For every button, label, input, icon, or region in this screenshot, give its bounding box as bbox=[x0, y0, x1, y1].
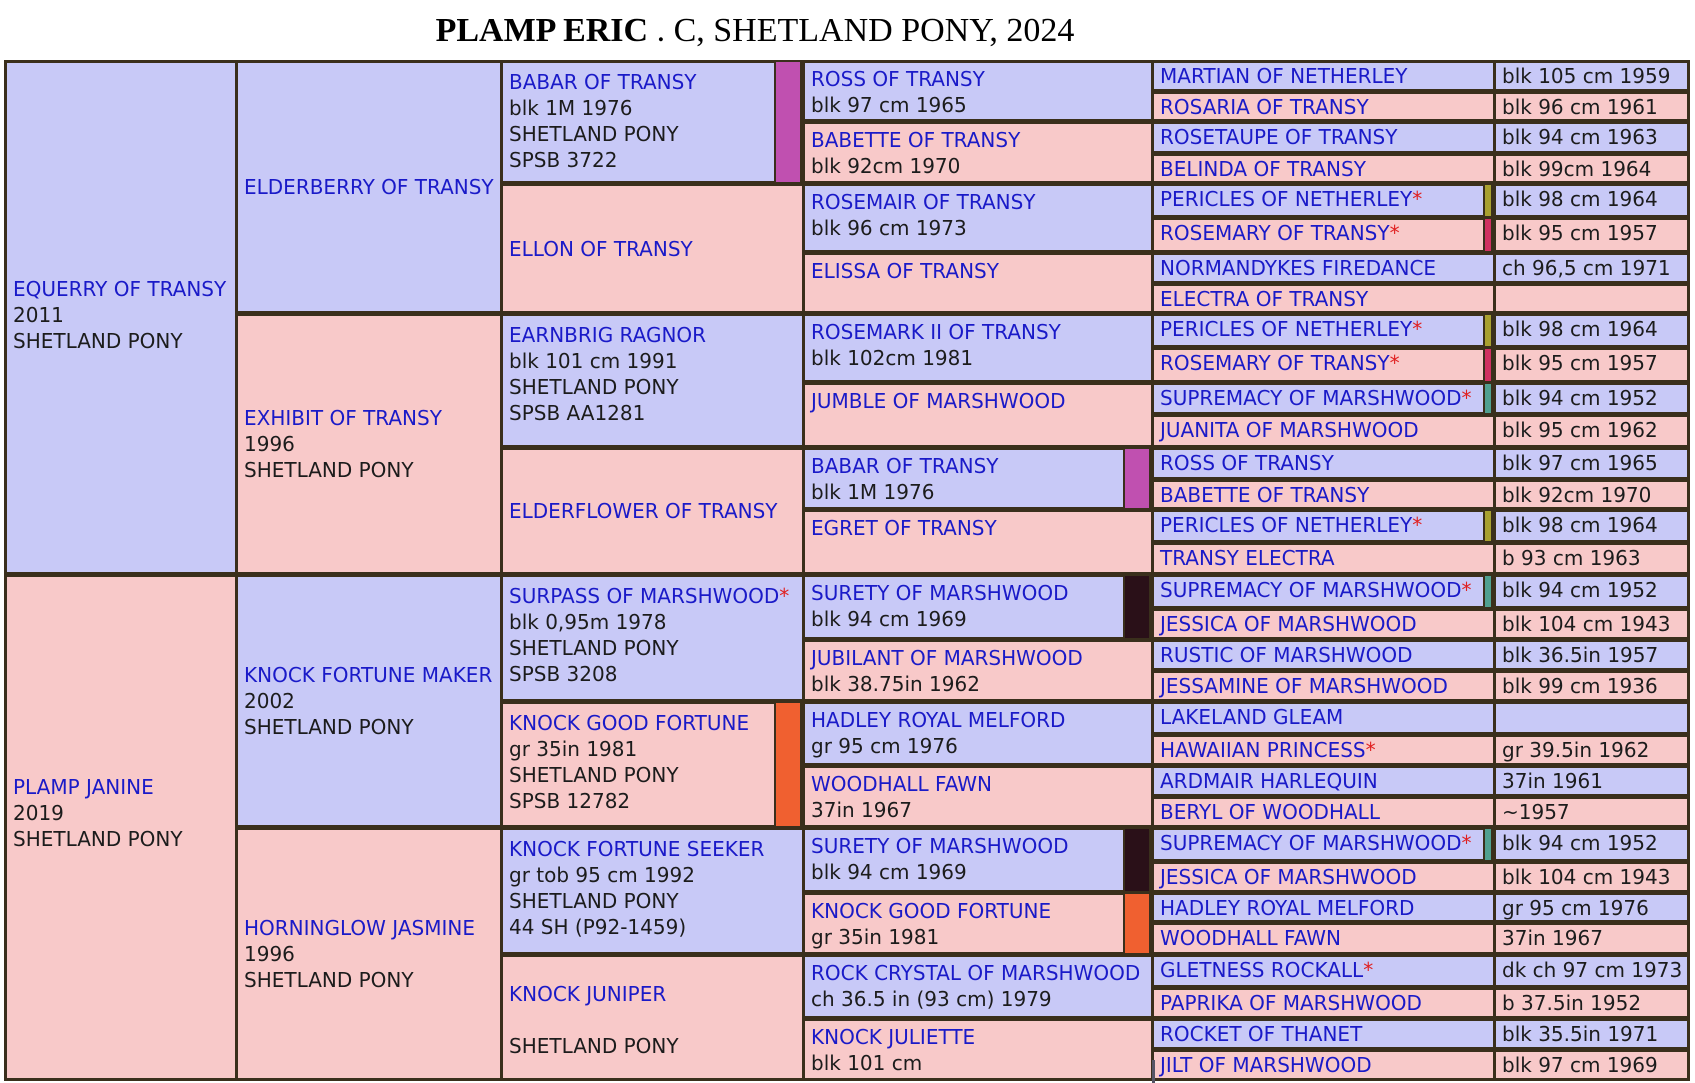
horse-name: ROCK CRYSTAL OF MARSHWOOD bbox=[811, 961, 1141, 985]
horse-name: RUSTIC OF MARSHWOOD bbox=[1160, 643, 1413, 667]
horse-name: BABETTE OF TRANSY bbox=[1160, 483, 1370, 507]
star-marker: * bbox=[1389, 221, 1400, 245]
horse-name: JUMBLE OF MARSHWOOD bbox=[811, 389, 1066, 413]
gen4-ancestor[interactable] bbox=[802, 509, 1154, 575]
gen5-ancestor[interactable] bbox=[1151, 608, 1496, 640]
color-bar bbox=[1483, 574, 1493, 609]
gen5-detail[interactable] bbox=[1493, 217, 1690, 253]
horse-detail: blk 95 cm 1957 bbox=[1502, 221, 1658, 245]
gen4-ancestor[interactable] bbox=[802, 252, 1154, 314]
color-bar bbox=[1123, 827, 1151, 893]
star-marker: * bbox=[1461, 831, 1472, 855]
horse-name: PERICLES OF NETHERLEY* bbox=[1160, 317, 1423, 341]
horse-detail: blk 99cm 1964 bbox=[1502, 157, 1652, 181]
color-bar bbox=[1483, 827, 1493, 862]
gen4-ancestor[interactable] bbox=[802, 183, 1154, 253]
horse-name: PERICLES OF NETHERLEY* bbox=[1160, 187, 1423, 211]
gen5-detail[interactable] bbox=[1493, 734, 1690, 766]
horse-name: ELECTRA OF TRANSY bbox=[1160, 287, 1369, 311]
horse-name: PAPRIKA OF MARSHWOOD bbox=[1160, 991, 1422, 1015]
gen4-ancestor[interactable] bbox=[802, 574, 1126, 640]
gen5-ancestor[interactable] bbox=[1151, 639, 1496, 671]
horse-name: JESSAMINE OF MARSHWOOD bbox=[1160, 674, 1448, 698]
horse-detail: 37in 1961 bbox=[1502, 769, 1603, 793]
horse-name: ROSS OF TRANSY bbox=[1160, 451, 1334, 475]
horse-name: BELINDA OF TRANSY bbox=[1160, 157, 1366, 181]
horse-detail: SHETLAND PONY bbox=[13, 827, 183, 851]
gen5-detail[interactable] bbox=[1493, 1018, 1690, 1050]
horse-detail: blk 105 cm 1959 bbox=[1502, 64, 1671, 88]
horse-name: SUPREMACY OF MARSHWOOD* bbox=[1160, 578, 1472, 602]
gen4-ancestor[interactable] bbox=[802, 447, 1126, 510]
horse-name: BABAR OF TRANSY bbox=[811, 454, 999, 478]
gen5-ancestor[interactable] bbox=[1151, 447, 1496, 480]
color-bar bbox=[1123, 447, 1151, 510]
page-title bbox=[0, 12, 1510, 50]
horse-name: KNOCK JULIETTE bbox=[811, 1025, 976, 1049]
horse-name: JESSICA OF MARSHWOOD bbox=[1160, 865, 1417, 889]
horse-detail: blk 92cm 1970 bbox=[811, 154, 961, 178]
gen5-ancestor[interactable] bbox=[1151, 91, 1496, 122]
horse-name: JILT OF MARSHWOOD bbox=[1160, 1053, 1372, 1077]
gen5-ancestor[interactable] bbox=[1151, 796, 1496, 828]
horse-detail: blk 97 cm 1965 bbox=[1502, 451, 1658, 475]
horse-detail: blk 99 cm 1936 bbox=[1502, 674, 1658, 698]
star-marker: * bbox=[1461, 578, 1472, 602]
horse-detail: SHETLAND PONY bbox=[244, 715, 414, 739]
star-marker: * bbox=[1461, 386, 1472, 410]
horse-detail: SPSB 12782 bbox=[509, 789, 631, 813]
frame-divider bbox=[1152, 1060, 1155, 1083]
horse-name: HAWAIIAN PRINCESS* bbox=[1160, 738, 1376, 762]
horse-name: MARTIAN OF NETHERLEY bbox=[1160, 64, 1408, 88]
horse-detail: blk 94 cm 1969 bbox=[811, 607, 967, 631]
gen4-ancestor[interactable] bbox=[802, 954, 1154, 1019]
horse-detail: blk 94 cm 1963 bbox=[1502, 125, 1658, 149]
gen5-ancestor[interactable] bbox=[1151, 765, 1496, 797]
gen5-ancestor[interactable] bbox=[1151, 153, 1496, 184]
gen5-ancestor[interactable] bbox=[1151, 701, 1496, 735]
gen5-detail[interactable] bbox=[1493, 414, 1690, 448]
gen5-detail[interactable] bbox=[1493, 153, 1690, 184]
horse-name: EXHIBIT OF TRANSY bbox=[244, 406, 442, 430]
gen5-detail[interactable] bbox=[1493, 796, 1690, 828]
gen5-ancestor[interactable] bbox=[1151, 121, 1496, 154]
horse-detail: blk 104 cm 1943 bbox=[1502, 612, 1671, 636]
gen5-ancestor[interactable] bbox=[1151, 670, 1496, 702]
gen2-ancestor[interactable] bbox=[235, 827, 503, 1081]
color-bar bbox=[1483, 183, 1493, 218]
horse-detail: 2011 bbox=[13, 303, 64, 327]
gen4-ancestor[interactable] bbox=[802, 313, 1154, 383]
horse-detail bbox=[1502, 288, 1681, 310]
horse-detail: SPSB AA1281 bbox=[509, 401, 646, 425]
color-bar bbox=[1123, 892, 1151, 955]
horse-name: TRANSY ELECTRA bbox=[1160, 546, 1335, 570]
gen5-ancestor[interactable] bbox=[1151, 252, 1496, 284]
horse-name: KNOCK GOOD FORTUNE bbox=[811, 899, 1052, 923]
gen5-ancestor[interactable] bbox=[1151, 922, 1496, 955]
horse-name: PERICLES OF NETHERLEY* bbox=[1160, 513, 1423, 537]
horse-detail: gr 95 cm 1976 bbox=[811, 734, 958, 758]
horse-detail: blk 94 cm 1952 bbox=[1502, 386, 1658, 410]
horse-detail: 1996 bbox=[244, 942, 295, 966]
star-marker: * bbox=[1412, 513, 1423, 537]
gen5-detail[interactable] bbox=[1493, 670, 1690, 702]
horse-name: ELDERFLOWER OF TRANSY bbox=[509, 499, 778, 523]
horse-detail: blk 96 cm 1973 bbox=[811, 216, 967, 240]
horse-detail: blk 35.5in 1971 bbox=[1502, 1022, 1659, 1046]
horse-detail: ch 96,5 cm 1971 bbox=[1502, 256, 1671, 280]
gen5-detail[interactable] bbox=[1493, 827, 1690, 862]
star-marker: * bbox=[779, 584, 790, 608]
horse-detail: blk 92cm 1970 bbox=[1502, 483, 1652, 507]
title-details: . C, SHETLAND PONY, 2024 bbox=[648, 12, 1075, 49]
horse-name: ROSEMARY OF TRANSY* bbox=[1160, 351, 1400, 375]
gen5-detail[interactable] bbox=[1493, 861, 1690, 893]
horse-detail bbox=[509, 1007, 796, 1033]
gen5-ancestor[interactable] bbox=[1151, 1018, 1496, 1050]
gen3-ancestor[interactable] bbox=[500, 313, 805, 448]
horse-name: ROSARIA OF TRANSY bbox=[1160, 95, 1369, 119]
horse-detail: blk 94 cm 1969 bbox=[811, 860, 967, 884]
horse-detail: 37in 1967 bbox=[1502, 926, 1603, 950]
horse-name: SURPASS OF MARSHWOOD* bbox=[509, 584, 790, 608]
gen4-ancestor[interactable] bbox=[802, 639, 1154, 702]
horse-detail: blk 95 cm 1962 bbox=[1502, 418, 1658, 442]
horse-detail: blk 1M 1976 bbox=[509, 96, 633, 120]
horse-detail: blk 101 cm 1991 bbox=[509, 349, 678, 373]
horse-name: ROSEMAIR OF TRANSY bbox=[811, 190, 1036, 214]
gen5-detail[interactable] bbox=[1493, 60, 1690, 92]
horse-detail: SHETLAND PONY bbox=[509, 122, 679, 146]
horse-detail: dk ch 97 cm 1973 bbox=[1502, 958, 1683, 982]
gen5-ancestor[interactable] bbox=[1151, 954, 1496, 988]
gen3-ancestor[interactable] bbox=[500, 954, 805, 1081]
horse-name: WOODHALL FAWN bbox=[1160, 926, 1342, 950]
horse-name: EGRET OF TRANSY bbox=[811, 516, 997, 540]
horse-name: NORMANDYKES FIREDANCE bbox=[1160, 256, 1437, 280]
gen5-detail[interactable] bbox=[1493, 542, 1690, 575]
color-bar bbox=[1483, 347, 1493, 383]
horse-detail: 2002 bbox=[244, 689, 295, 713]
gen2-ancestor[interactable] bbox=[235, 574, 503, 828]
gen5-detail[interactable] bbox=[1493, 639, 1690, 671]
horse-name: ARDMAIR HARLEQUIN bbox=[1160, 769, 1378, 793]
gen5-ancestor[interactable] bbox=[1151, 183, 1486, 218]
horse-detail: blk 98 cm 1964 bbox=[1502, 317, 1658, 341]
horse-name: GLETNESS ROCKALL* bbox=[1160, 958, 1374, 982]
horse-name: KNOCK FORTUNE SEEKER bbox=[509, 837, 765, 861]
gen2-ancestor[interactable] bbox=[235, 60, 503, 314]
horse-detail: gr 35in 1981 bbox=[509, 737, 638, 761]
gen4-ancestor[interactable] bbox=[802, 827, 1126, 893]
horse-detail: 44 SH (P92-1459) bbox=[509, 915, 687, 939]
horse-detail: gr 95 cm 1976 bbox=[1502, 896, 1649, 920]
gen4-ancestor[interactable] bbox=[802, 701, 1154, 766]
gen3-ancestor[interactable] bbox=[500, 447, 805, 575]
gen5-ancestor[interactable] bbox=[1151, 60, 1496, 92]
gen4-ancestor[interactable] bbox=[802, 892, 1126, 955]
gen4-ancestor[interactable] bbox=[802, 60, 1154, 122]
title-horse-name: PLAMP ERIC bbox=[435, 12, 649, 49]
gen5-ancestor[interactable] bbox=[1151, 347, 1486, 383]
horse-detail: ~1957 bbox=[1502, 800, 1570, 824]
horse-name: JUBILANT OF MARSHWOOD bbox=[811, 646, 1083, 670]
color-bar bbox=[774, 701, 802, 828]
star-marker: * bbox=[1389, 351, 1400, 375]
horse-name: JESSICA OF MARSHWOOD bbox=[1160, 612, 1417, 636]
gen5-ancestor[interactable] bbox=[1151, 414, 1496, 448]
horse-detail: blk 36.5in 1957 bbox=[1502, 643, 1659, 667]
gen5-detail[interactable] bbox=[1493, 954, 1690, 988]
horse-detail bbox=[1502, 706, 1681, 728]
star-marker: * bbox=[1365, 738, 1376, 762]
star-marker: * bbox=[1412, 187, 1423, 211]
horse-name: ROSEMARY OF TRANSY* bbox=[1160, 221, 1400, 245]
horse-detail: SHETLAND PONY bbox=[509, 889, 679, 913]
horse-name: PLAMP JANINE bbox=[13, 775, 154, 799]
horse-name: LAKELAND GLEAM bbox=[1160, 705, 1344, 729]
gen5-ancestor[interactable] bbox=[1151, 542, 1496, 575]
gen3-ancestor[interactable] bbox=[500, 827, 805, 955]
star-marker: * bbox=[1363, 958, 1374, 982]
horse-detail: SHETLAND PONY bbox=[244, 458, 414, 482]
horse-detail: blk 1M 1976 bbox=[811, 480, 935, 504]
horse-name: ROSETAUPE OF TRANSY bbox=[1160, 125, 1398, 149]
gen3-ancestor[interactable] bbox=[500, 701, 777, 828]
horse-detail: 2019 bbox=[13, 801, 64, 825]
horse-name: ELISSA OF TRANSY bbox=[811, 259, 999, 283]
horse-name: ELDERBERRY OF TRANSY bbox=[244, 175, 494, 199]
horse-name: BABAR OF TRANSY bbox=[509, 70, 697, 94]
horse-name: HORNINGLOW JASMINE bbox=[244, 916, 475, 940]
horse-name: KNOCK GOOD FORTUNE bbox=[509, 711, 750, 735]
horse-detail: blk 97 cm 1965 bbox=[811, 93, 967, 117]
horse-detail: blk 0,95m 1978 bbox=[509, 610, 667, 634]
horse-detail: blk 96 cm 1961 bbox=[1502, 95, 1658, 119]
horse-detail: gr tob 95 cm 1992 bbox=[509, 863, 695, 887]
horse-detail: SPSB 3722 bbox=[509, 148, 618, 172]
gen5-detail[interactable] bbox=[1493, 347, 1690, 383]
gen2-ancestor[interactable] bbox=[235, 313, 503, 575]
horse-detail: blk 94 cm 1952 bbox=[1502, 578, 1658, 602]
horse-detail: gr 35in 1981 bbox=[811, 925, 940, 949]
gen1-dam[interactable] bbox=[4, 574, 238, 1081]
horse-detail: b 93 cm 1963 bbox=[1502, 546, 1641, 570]
horse-detail: 37in 1967 bbox=[811, 798, 912, 822]
gen5-ancestor[interactable] bbox=[1151, 827, 1486, 862]
gen5-detail[interactable] bbox=[1493, 447, 1690, 480]
horse-detail: blk 101 cm bbox=[811, 1051, 923, 1075]
gen4-ancestor[interactable] bbox=[802, 382, 1154, 448]
gen5-ancestor[interactable] bbox=[1151, 987, 1496, 1019]
horse-detail: blk 104 cm 1943 bbox=[1502, 865, 1671, 889]
gen5-detail[interactable] bbox=[1493, 574, 1690, 609]
horse-detail: SHETLAND PONY bbox=[509, 763, 679, 787]
horse-detail: SPSB 3208 bbox=[509, 662, 618, 686]
gen5-detail[interactable] bbox=[1493, 183, 1690, 218]
gen5-ancestor[interactable] bbox=[1151, 217, 1486, 253]
gen5-ancestor[interactable] bbox=[1151, 479, 1496, 510]
gen5-ancestor[interactable] bbox=[1151, 313, 1486, 348]
horse-detail: 1996 bbox=[244, 432, 295, 456]
color-bar bbox=[1483, 509, 1493, 543]
gen5-detail[interactable] bbox=[1493, 313, 1690, 348]
horse-detail: gr 39.5in 1962 bbox=[1502, 738, 1650, 762]
gen5-detail[interactable] bbox=[1493, 608, 1690, 640]
horse-name: BABETTE OF TRANSY bbox=[811, 128, 1021, 152]
star-marker: * bbox=[1412, 317, 1423, 341]
horse-detail: blk 98 cm 1964 bbox=[1502, 513, 1658, 537]
gen5-ancestor[interactable] bbox=[1151, 283, 1496, 314]
gen5-ancestor[interactable] bbox=[1151, 892, 1496, 923]
gen5-detail[interactable] bbox=[1493, 987, 1690, 1019]
horse-name: WOODHALL FAWN bbox=[811, 772, 993, 796]
horse-name: ROSS OF TRANSY bbox=[811, 67, 985, 91]
color-bar bbox=[774, 60, 802, 184]
color-bar bbox=[1483, 313, 1493, 348]
gen5-ancestor[interactable] bbox=[1151, 509, 1486, 543]
horse-name: HADLEY ROYAL MELFORD bbox=[1160, 896, 1415, 920]
horse-name: BERYL OF WOODHALL bbox=[1160, 800, 1380, 824]
gen4-ancestor[interactable] bbox=[802, 121, 1154, 184]
horse-name: SURETY OF MARSHWOOD bbox=[811, 834, 1069, 858]
gen5-ancestor[interactable] bbox=[1151, 861, 1496, 893]
horse-detail: SHETLAND PONY bbox=[244, 968, 414, 992]
gen5-detail[interactable] bbox=[1493, 283, 1690, 314]
gen5-detail[interactable] bbox=[1493, 701, 1690, 735]
gen1-sire[interactable] bbox=[4, 60, 238, 575]
gen5-detail[interactable] bbox=[1493, 892, 1690, 923]
gen3-ancestor[interactable] bbox=[500, 60, 777, 184]
color-bar bbox=[1123, 574, 1151, 640]
gen5-detail[interactable] bbox=[1493, 922, 1690, 955]
gen5-detail[interactable] bbox=[1493, 382, 1690, 415]
gen4-ancestor[interactable] bbox=[802, 765, 1154, 828]
horse-detail: ch 36.5 in (93 cm) 1979 bbox=[811, 987, 1052, 1011]
gen4-ancestor[interactable] bbox=[802, 1018, 1154, 1081]
gen5-detail[interactable] bbox=[1493, 91, 1690, 122]
color-bar bbox=[1483, 382, 1493, 415]
horse-detail: SHETLAND PONY bbox=[509, 1034, 679, 1058]
gen5-detail[interactable] bbox=[1493, 509, 1690, 543]
horse-name: SUPREMACY OF MARSHWOOD* bbox=[1160, 386, 1472, 410]
horse-detail: SHETLAND PONY bbox=[13, 329, 183, 353]
horse-detail: blk 97 cm 1969 bbox=[1502, 1053, 1658, 1077]
horse-name: HADLEY ROYAL MELFORD bbox=[811, 708, 1066, 732]
horse-name: EQUERRY OF TRANSY bbox=[13, 277, 227, 301]
horse-name: SUPREMACY OF MARSHWOOD* bbox=[1160, 831, 1472, 855]
gen5-detail[interactable] bbox=[1493, 121, 1690, 154]
horse-detail: blk 94 cm 1952 bbox=[1502, 831, 1658, 855]
horse-detail: blk 38.75in 1962 bbox=[811, 672, 980, 696]
horse-name: KNOCK JUNIPER bbox=[509, 982, 667, 1006]
gen5-ancestor[interactable] bbox=[1151, 1049, 1496, 1081]
horse-name: SURETY OF MARSHWOOD bbox=[811, 581, 1069, 605]
gen5-ancestor[interactable] bbox=[1151, 734, 1496, 766]
gen3-ancestor[interactable] bbox=[500, 183, 805, 314]
horse-name: JUANITA OF MARSHWOOD bbox=[1160, 418, 1419, 442]
horse-name: ELLON OF TRANSY bbox=[509, 236, 693, 261]
color-bar bbox=[1483, 217, 1493, 253]
gen5-detail[interactable] bbox=[1493, 765, 1690, 797]
horse-detail: blk 102cm 1981 bbox=[811, 346, 974, 370]
horse-detail: blk 98 cm 1964 bbox=[1502, 187, 1658, 211]
horse-detail: blk 95 cm 1957 bbox=[1502, 351, 1658, 375]
horse-name: ROCKET OF THANET bbox=[1160, 1022, 1363, 1046]
horse-detail: SHETLAND PONY bbox=[509, 375, 679, 399]
gen5-ancestor[interactable] bbox=[1151, 382, 1486, 415]
horse-detail: SHETLAND PONY bbox=[509, 636, 679, 660]
horse-detail: b 37.5in 1952 bbox=[1502, 991, 1642, 1015]
gen5-detail[interactable] bbox=[1493, 252, 1690, 284]
gen5-detail[interactable] bbox=[1493, 1049, 1690, 1081]
horse-name: ROSEMARK II OF TRANSY bbox=[811, 320, 1061, 344]
horse-name: EARNBRIG RAGNOR bbox=[509, 323, 707, 347]
gen5-ancestor[interactable] bbox=[1151, 574, 1486, 609]
gen3-ancestor[interactable] bbox=[500, 574, 805, 702]
gen5-detail[interactable] bbox=[1493, 479, 1690, 510]
horse-name: KNOCK FORTUNE MAKER bbox=[244, 663, 493, 687]
